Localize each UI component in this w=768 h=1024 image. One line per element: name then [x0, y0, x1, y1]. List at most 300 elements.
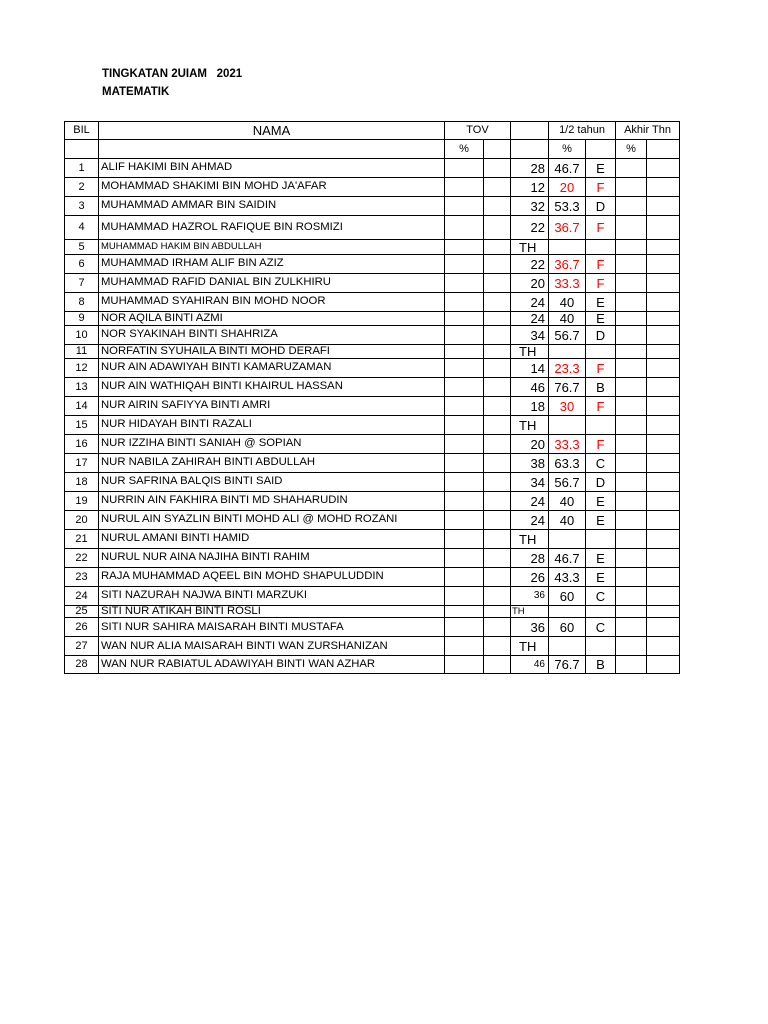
row-number: 25 [65, 606, 99, 618]
tov-percent-cell [445, 637, 484, 656]
half-year-grade: C [586, 618, 616, 637]
half-year-percent: 76.7 [549, 378, 586, 397]
half-year-grade [586, 345, 616, 359]
year-end-percent-cell [616, 359, 647, 378]
row-number: 8 [65, 293, 99, 312]
half-year-mark: 20 [511, 274, 549, 293]
year-end-grade-cell [647, 359, 680, 378]
tov-percent-cell [445, 587, 484, 606]
half-year-grade: E [586, 511, 616, 530]
tov-percent-cell [445, 359, 484, 378]
year-end-grade-cell [647, 312, 680, 326]
year-end-grade-cell [647, 397, 680, 416]
year-end-grade-cell [647, 216, 680, 240]
half-year-percent: 33.3 [549, 274, 586, 293]
table-row [65, 618, 680, 637]
year-end-grade-cell [647, 637, 680, 656]
row-number: 27 [65, 637, 99, 656]
year-end-grade-cell [647, 345, 680, 359]
student-name: ALIF HAKIMI BIN AHMAD [99, 159, 445, 178]
half-year-percent [549, 606, 586, 618]
year-end-grade-cell [647, 435, 680, 454]
tov-percent-cell [445, 656, 484, 674]
year-end-percent-cell [616, 216, 647, 240]
half-year-mark: TH [511, 345, 549, 359]
half-year-mark: 34 [511, 326, 549, 345]
tov-grade-cell [484, 216, 511, 240]
year-end-grade-cell [647, 326, 680, 345]
row-number: 18 [65, 473, 99, 492]
half-year-percent: 36.7 [549, 255, 586, 274]
row-number: 2 [65, 178, 99, 197]
half-year-mark: 24 [511, 312, 549, 326]
year-end-percent-cell [616, 416, 647, 435]
half-year-percent [549, 530, 586, 549]
half-year-grade: F [586, 216, 616, 240]
year-end-grade-cell [647, 416, 680, 435]
year-end-grade-cell [647, 656, 680, 674]
half-year-mark: 22 [511, 216, 549, 240]
tov-percent-cell [445, 549, 484, 568]
col-header-blank [511, 122, 549, 140]
year-end-percent-cell [616, 511, 647, 530]
table-row [65, 492, 680, 511]
tov-percent-cell [445, 255, 484, 274]
row-number: 16 [65, 435, 99, 454]
tov-grade-cell [484, 312, 511, 326]
half-year-grade: E [586, 159, 616, 178]
table-row [65, 312, 680, 326]
tov-percent-cell [445, 159, 484, 178]
half-year-percent [549, 637, 586, 656]
tov-grade-cell [484, 454, 511, 473]
year-end-percent-cell [616, 606, 647, 618]
year-end-grade-cell [647, 197, 680, 216]
year-end-grade-cell [647, 618, 680, 637]
student-name: NURUL AMANI BINTI HAMID [99, 530, 445, 549]
tov-grade-cell [484, 326, 511, 345]
year-end-percent-cell [616, 656, 647, 674]
year-end-percent-header: % [616, 140, 647, 159]
row-number: 22 [65, 549, 99, 568]
year-end-percent-cell [616, 637, 647, 656]
subject-title: MATEMATIK [102, 86, 170, 98]
year-end-percent-cell [616, 274, 647, 293]
student-name: NURRIN AIN FAKHIRA BINTI MD SHAHARUDIN [99, 492, 445, 511]
half-year-grade [586, 416, 616, 435]
row-number: 26 [65, 618, 99, 637]
year-end-grade-cell [647, 606, 680, 618]
tov-percent-cell [445, 216, 484, 240]
half-year-grade: F [586, 255, 616, 274]
half-year-grade: F [586, 274, 616, 293]
half-year-percent: 46.7 [549, 159, 586, 178]
student-name: MUHAMMAD IRHAM ALIF BIN AZIZ [99, 255, 445, 274]
year-end-percent-cell [616, 492, 647, 511]
student-name: MUHAMMAD SYAHIRAN BIN MOHD NOOR [99, 293, 445, 312]
tov-grade-cell [484, 492, 511, 511]
sheet-title: TINGKATAN 2UIAM 2021 [102, 68, 243, 80]
half-year-mark: 20 [511, 435, 549, 454]
row-number: 17 [65, 454, 99, 473]
half-year-percent: 30 [549, 397, 586, 416]
col-header-half-year: 1/2 tahun [549, 122, 616, 140]
tov-grade-cell [484, 549, 511, 568]
half-year-grade: E [586, 293, 616, 312]
tov-percent-cell [445, 345, 484, 359]
student-name: NOR SYAKINAH BINTI SHAHRIZA [99, 326, 445, 345]
half-year-percent [549, 240, 586, 255]
tov-percent-cell [445, 326, 484, 345]
row-number: 14 [65, 397, 99, 416]
tov-percent-cell [445, 511, 484, 530]
table-row [65, 587, 680, 606]
year-end-percent-cell [616, 240, 647, 255]
tov-percent-cell [445, 274, 484, 293]
row-number: 13 [65, 378, 99, 397]
half-year-mark: 24 [511, 492, 549, 511]
half-year-grade: E [586, 568, 616, 587]
tov-grade-cell [484, 378, 511, 397]
row-number: 15 [65, 416, 99, 435]
row-number: 24 [65, 587, 99, 606]
year-end-percent-cell [616, 530, 647, 549]
half-year-grade: F [586, 397, 616, 416]
table-row [65, 473, 680, 492]
tov-grade-cell [484, 606, 511, 618]
year-end-grade-cell [647, 568, 680, 587]
year-end-grade-cell [647, 178, 680, 197]
tov-percent-cell [445, 530, 484, 549]
year-end-grade-cell [647, 587, 680, 606]
tov-percent-cell [445, 293, 484, 312]
table-row [65, 511, 680, 530]
row-number: 28 [65, 656, 99, 674]
half-year-mark: TH [511, 416, 549, 435]
half-year-mark: 34 [511, 473, 549, 492]
tov-grade-cell [484, 240, 511, 255]
half-year-percent: 20 [549, 178, 586, 197]
student-name: NUR AIN ADAWIYAH BINTI KAMARUZAMAN [99, 359, 445, 378]
half-year-percent: 56.7 [549, 326, 586, 345]
table-row [65, 378, 680, 397]
year-end-percent-cell [616, 473, 647, 492]
half-year-mark: TH [511, 606, 549, 618]
tov-grade-cell [484, 511, 511, 530]
tov-percent-cell [445, 618, 484, 637]
tov-grade-cell [484, 435, 511, 454]
table-row [65, 216, 680, 240]
half-year-percent: 23.3 [549, 359, 586, 378]
tov-grade-cell [484, 345, 511, 359]
tov-percent-cell [445, 416, 484, 435]
row-number: 6 [65, 255, 99, 274]
table-row [65, 637, 680, 656]
table-row [65, 606, 680, 618]
year-end-percent-cell [616, 312, 647, 326]
table-row [65, 345, 680, 359]
year-end-grade-cell [647, 274, 680, 293]
row-number: 23 [65, 568, 99, 587]
student-name: MUHAMMAD AMMAR BIN SAIDIN [99, 197, 445, 216]
row-number: 20 [65, 511, 99, 530]
half-year-percent [549, 345, 586, 359]
tov-grade-cell [484, 568, 511, 587]
tov-grade-cell [484, 618, 511, 637]
tov-grade-cell [484, 637, 511, 656]
table-row [65, 416, 680, 435]
half-year-mark: TH [511, 240, 549, 255]
tov-percent-cell [445, 435, 484, 454]
table-row [65, 549, 680, 568]
half-year-percent: 40 [549, 312, 586, 326]
student-name: NUR AIRIN SAFIYYA BINTI AMRI [99, 397, 445, 416]
year-end-grade-cell [647, 549, 680, 568]
year-end-percent-cell [616, 454, 647, 473]
blank-cell [511, 140, 549, 159]
row-number: 9 [65, 312, 99, 326]
year-end-grade-cell [647, 255, 680, 274]
half-year-grade: F [586, 435, 616, 454]
year-end-grade-cell [647, 530, 680, 549]
half-year-mark: 46 [511, 656, 549, 674]
half-year-grade: F [586, 359, 616, 378]
tov-percent-cell [445, 606, 484, 618]
tov-percent-cell [445, 378, 484, 397]
year-end-grade-cell [647, 240, 680, 255]
half-year-mark: 36 [511, 587, 549, 606]
tov-percent-cell [445, 178, 484, 197]
student-name: MUHAMMAD RAFID DANIAL BIN ZULKHIRU [99, 274, 445, 293]
table-row [65, 656, 680, 674]
half-year-grade: C [586, 454, 616, 473]
col-header-nama: NAMA [99, 122, 445, 140]
half-year-mark: 24 [511, 293, 549, 312]
half-year-percent: 56.7 [549, 473, 586, 492]
half-year-mark: 14 [511, 359, 549, 378]
year-end-percent-cell [616, 568, 647, 587]
half-year-grade [586, 606, 616, 618]
student-name: MUHAMMAD HAZROL RAFIQUE BIN ROSMIZI [99, 216, 445, 240]
blank-cell [65, 140, 99, 159]
half-year-grade: E [586, 312, 616, 326]
blank-cell [484, 140, 511, 159]
student-name: MUHAMMAD HAKIM BIN ABDULLAH [99, 240, 445, 255]
year-end-percent-cell [616, 587, 647, 606]
half-year-mark: 24 [511, 511, 549, 530]
tov-percent-cell [445, 492, 484, 511]
student-name: NUR AIN WATHIQAH BINTI KHAIRUL HASSAN [99, 378, 445, 397]
tov-grade-cell [484, 416, 511, 435]
row-number: 3 [65, 197, 99, 216]
col-header-year-end: Akhir Thn [616, 122, 680, 140]
half-year-mark: 28 [511, 159, 549, 178]
year-end-grade-cell [647, 454, 680, 473]
half-year-percent [549, 416, 586, 435]
tov-grade-cell [484, 587, 511, 606]
student-name: NURUL AIN SYAZLIN BINTI MOHD ALI @ MOHD ROZANI [99, 511, 445, 530]
tov-percent-header: % [445, 140, 484, 159]
student-name: SITI NUR SAHIRA MAISARAH BINTI MUSTAFA [99, 618, 445, 637]
row-number: 19 [65, 492, 99, 511]
tov-percent-cell [445, 473, 484, 492]
tov-grade-cell [484, 656, 511, 674]
tov-grade-cell [484, 178, 511, 197]
student-name: SITI NAZURAH NAJWA BINTI MARZUKI [99, 587, 445, 606]
half-year-mark: 38 [511, 454, 549, 473]
year-end-percent-cell [616, 549, 647, 568]
half-year-mark: 28 [511, 549, 549, 568]
half-year-grade [586, 530, 616, 549]
half-year-percent: 40 [549, 492, 586, 511]
table-row [65, 530, 680, 549]
student-name: NURUL NUR AINA NAJIHA BINTI RAHIM [99, 549, 445, 568]
half-year-mark: 18 [511, 397, 549, 416]
table-row [65, 274, 680, 293]
tov-grade-cell [484, 255, 511, 274]
year-end-grade-cell [647, 492, 680, 511]
half-year-grade: D [586, 473, 616, 492]
year-end-percent-cell [616, 378, 647, 397]
row-number: 1 [65, 159, 99, 178]
tov-percent-cell [445, 312, 484, 326]
tov-grade-cell [484, 397, 511, 416]
half-percent-header: % [549, 140, 586, 159]
year-end-grade-cell [647, 293, 680, 312]
tov-percent-cell [445, 240, 484, 255]
student-name: WAN NUR RABIATUL ADAWIYAH BINTI WAN AZHAR [99, 656, 445, 674]
tov-grade-cell [484, 359, 511, 378]
student-name: MOHAMMAD SHAKIMI BIN MOHD JA'AFAR [99, 178, 445, 197]
tov-grade-cell [484, 274, 511, 293]
student-name: NUR NABILA ZAHIRAH BINTI ABDULLAH [99, 454, 445, 473]
student-name: NUR HIDAYAH BINTI RAZALI [99, 416, 445, 435]
tov-percent-cell [445, 454, 484, 473]
year-end-grade-cell [647, 159, 680, 178]
table-row [65, 454, 680, 473]
table-row [65, 197, 680, 216]
year-end-grade-cell [647, 511, 680, 530]
table-row [65, 255, 680, 274]
row-number: 21 [65, 530, 99, 549]
header-row-1 [65, 122, 680, 140]
half-year-percent: 40 [549, 293, 586, 312]
half-year-mark: TH [511, 530, 549, 549]
student-name: RAJA MUHAMMAD AQEEL BIN MOHD SHAPULUDDIN [99, 568, 445, 587]
half-year-grade: D [586, 197, 616, 216]
table-row [65, 240, 680, 255]
year-end-percent-cell [616, 159, 647, 178]
year-end-grade-cell [647, 378, 680, 397]
half-year-mark: 12 [511, 178, 549, 197]
half-year-mark: 32 [511, 197, 549, 216]
tov-percent-cell [445, 197, 484, 216]
row-number: 5 [65, 240, 99, 255]
half-year-mark: 36 [511, 618, 549, 637]
marks-table [64, 121, 680, 674]
blank-cell [647, 140, 680, 159]
row-number: 7 [65, 274, 99, 293]
student-name: WAN NUR ALIA MAISARAH BINTI WAN ZURSHANIZAN [99, 637, 445, 656]
half-year-mark: 26 [511, 568, 549, 587]
half-year-percent: 36.7 [549, 216, 586, 240]
tov-grade-cell [484, 293, 511, 312]
table-row [65, 435, 680, 454]
half-year-grade: B [586, 656, 616, 674]
tov-percent-cell [445, 568, 484, 587]
row-number: 4 [65, 216, 99, 240]
half-year-percent: 40 [549, 511, 586, 530]
table-row [65, 159, 680, 178]
table-row [65, 178, 680, 197]
row-number: 10 [65, 326, 99, 345]
year-end-percent-cell [616, 345, 647, 359]
half-year-grade: D [586, 326, 616, 345]
student-name: NUR IZZIHA BINTI SANIAH @ SOPIAN [99, 435, 445, 454]
blank-cell [99, 140, 445, 159]
half-year-percent: 60 [549, 618, 586, 637]
half-year-grade: E [586, 492, 616, 511]
year-end-percent-cell [616, 618, 647, 637]
half-year-mark: 22 [511, 255, 549, 274]
tov-grade-cell [484, 197, 511, 216]
blank-cell [586, 140, 616, 159]
half-year-grade [586, 637, 616, 656]
col-header-tov: TOV [445, 122, 511, 140]
row-number: 12 [65, 359, 99, 378]
year-end-grade-cell [647, 473, 680, 492]
half-year-percent: 53.3 [549, 197, 586, 216]
tov-grade-cell [484, 473, 511, 492]
table-row [65, 326, 680, 345]
half-year-percent: 63.3 [549, 454, 586, 473]
header-row-2 [65, 140, 680, 159]
half-year-percent: 76.7 [549, 656, 586, 674]
col-header-bil: BIL [65, 122, 99, 140]
row-number: 11 [65, 345, 99, 359]
student-name: NUR SAFRINA BALQIS BINTI SAID [99, 473, 445, 492]
half-year-percent: 46.7 [549, 549, 586, 568]
half-year-grade: F [586, 178, 616, 197]
table-row [65, 568, 680, 587]
half-year-mark: TH [511, 637, 549, 656]
tov-grade-cell [484, 159, 511, 178]
year-end-percent-cell [616, 435, 647, 454]
half-year-mark: 46 [511, 378, 549, 397]
year-end-percent-cell [616, 326, 647, 345]
half-year-grade: B [586, 378, 616, 397]
table-row [65, 359, 680, 378]
half-year-percent: 43.3 [549, 568, 586, 587]
half-year-grade [586, 240, 616, 255]
year-end-percent-cell [616, 255, 647, 274]
half-year-grade: E [586, 549, 616, 568]
half-year-percent: 33.3 [549, 435, 586, 454]
year-end-percent-cell [616, 178, 647, 197]
student-name: NOR AQILA BINTI AZMI [99, 312, 445, 326]
table-row [65, 397, 680, 416]
year-end-percent-cell [616, 397, 647, 416]
student-name: SITI NUR ATIKAH BINTI ROSLI [99, 606, 445, 618]
tov-percent-cell [445, 397, 484, 416]
table-row [65, 293, 680, 312]
student-name: NORFATIN SYUHAILA BINTI MOHD DERAFI [99, 345, 445, 359]
half-year-percent: 60 [549, 587, 586, 606]
half-year-grade: C [586, 587, 616, 606]
tov-grade-cell [484, 530, 511, 549]
year-end-percent-cell [616, 197, 647, 216]
year-end-percent-cell [616, 293, 647, 312]
